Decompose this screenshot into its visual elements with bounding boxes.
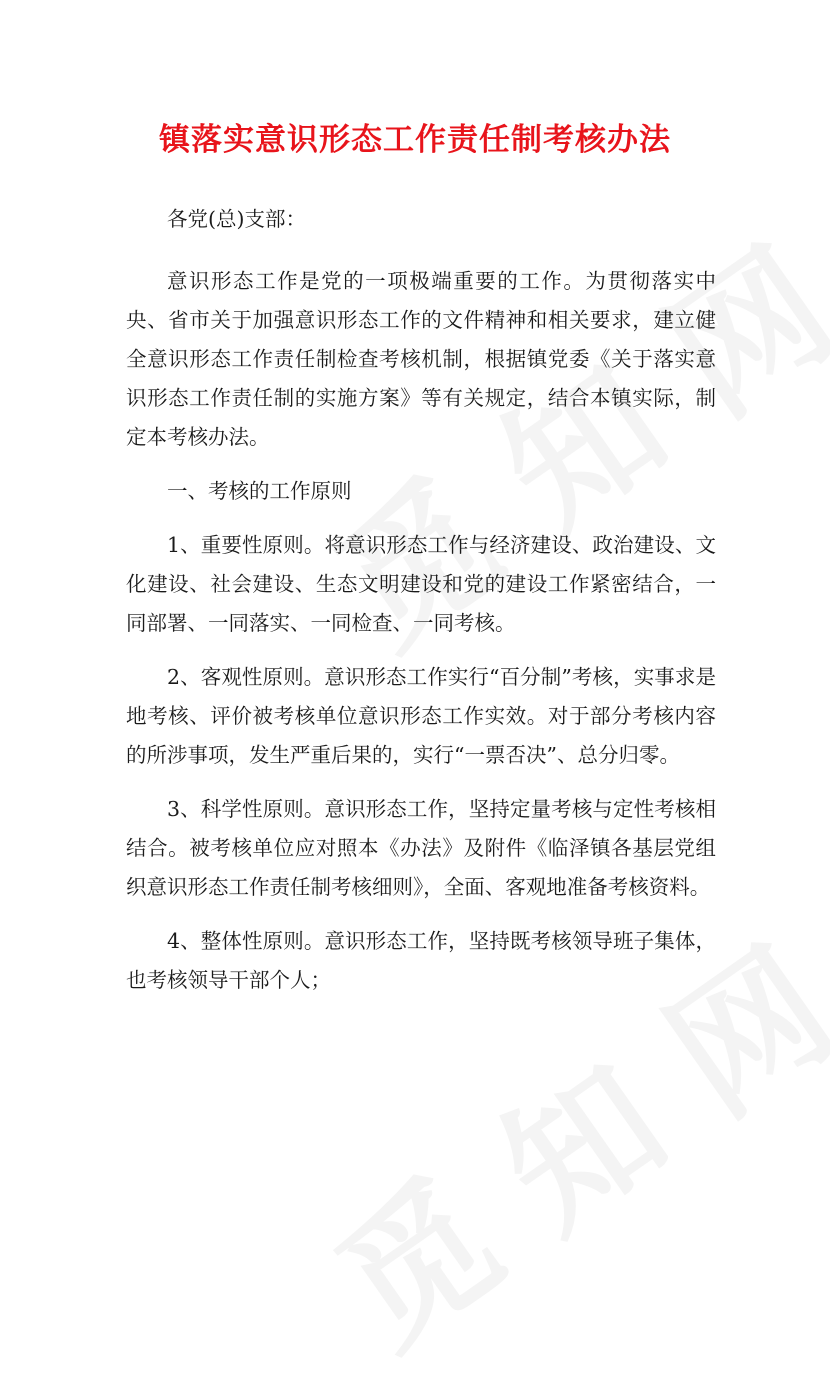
section-heading: 一、考核的工作原则	[167, 479, 352, 503]
paragraph-principle-1: 1、重要性原则。将意识形态工作与经济建设、政治建设、文化建设、社会建设、生态文明建设和党的建设工作紧密结合，一同部署、一同落实、一同检查、一同考核。	[126, 533, 716, 635]
document-body	[126, 200, 716, 1015]
salutation: 各党(总)支部：	[167, 207, 306, 231]
page-title: 镇落实意识形态工作责任制考核办法	[159, 122, 671, 158]
paragraph-intro: 意识形态工作是党的一项极端重要的工作。为贯彻落实中央、省市关于加强意识形态工作的文件精神和相关要求，建立健全意识形态工作责任制检查考核机制，根据镇党委《关于落实意识形态工作责任制的实施方案》等有关规定，结合本镇实际，制定本考核办法。	[126, 269, 716, 449]
paragraph-principle-4: 4、整体性原则。意识形态工作，坚持既考核领导班子集体，也考核领导干部个人；	[126, 929, 716, 992]
paragraph-principle-3: 3、科学性原则。意识形态工作，坚持定量考核与定性考核相结合。被考核单位应对照本《办法》及附件《临泽镇各基层党组织意识形态工作责任制考核细则》，全面、客观地准备考核资料。	[126, 797, 716, 899]
paragraph-principle-2: 2、客观性原则。意识形态工作实行“百分制”考核，实事求是地考核、评价被考核单位意识形态工作实效。对于部分考核内容的所涉事项，发生严重后果的，实行“一票否决”、总分归零。	[126, 665, 716, 767]
